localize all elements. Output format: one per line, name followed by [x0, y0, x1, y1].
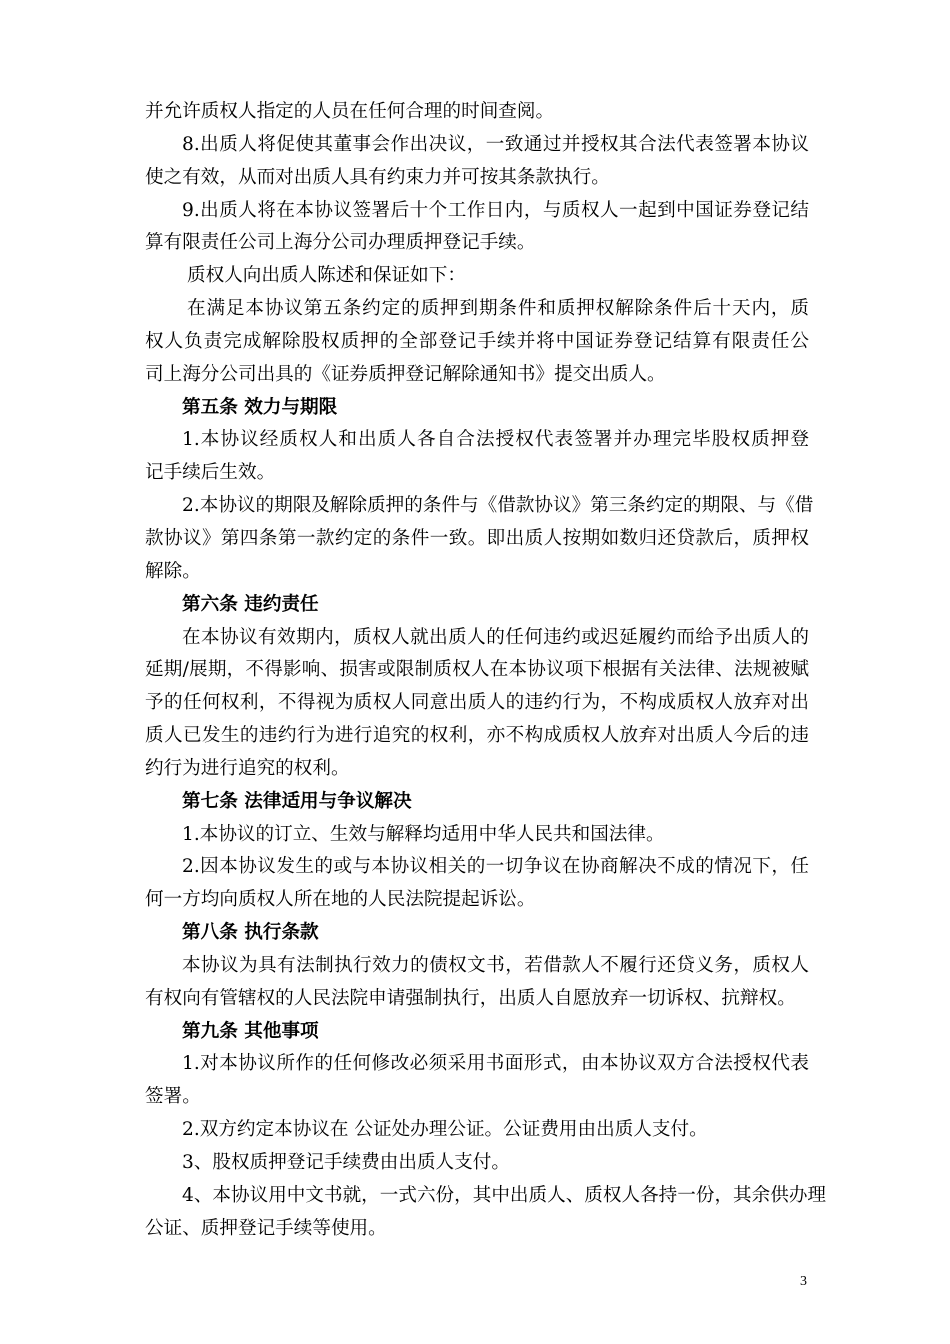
- text-line: 使之有效，从而对出质人具有约束力并可按其条款执行。: [145, 166, 610, 188]
- text-line: 有权向有管辖权的人民法院申请强制执行，出质人自愿放弃一切诉权、抗辩权。: [145, 987, 796, 1009]
- section-heading: [145, 917, 809, 950]
- heading-text: 第八条 执行条款: [182, 922, 319, 944]
- text-line: 约行为进行追究的权利。: [145, 757, 350, 779]
- text-line: 1.本协议的订立、生效与解释均适用中华人民共和国法律。: [182, 823, 665, 845]
- text-line: 在满足本协议第五条约定的质押到期条件和质押权解除条件后十天内，质: [187, 298, 809, 320]
- text-line: 并允许质权人指定的人员在任何合理的时间查阅。: [145, 101, 555, 122]
- text-line: 解除。: [145, 560, 201, 582]
- text-line: 权人负责完成解除股权质押的全部登记手续并将中国证券登记结算有限责任公: [145, 330, 809, 352]
- text-line: 2.本协议的期限及解除质押的条件与《借款协议》第三条约定的期限、与《借: [182, 495, 814, 517]
- paragraph: [145, 1147, 809, 1180]
- paragraph: [145, 293, 809, 392]
- text-line: 在本协议有效期内，质权人就出质人的任何违约或迟延履约而给予出质人的: [182, 626, 809, 648]
- text-line: 何一方均向质权人所在地的人民法院提起诉讼。: [145, 889, 536, 911]
- text-line: 1.对本协议所作的任何修改必须采用书面形式，由本协议双方合法授权代表: [182, 1053, 809, 1075]
- text-line: 2.双方约定本协议在 公证处办理公证。公证费用由出质人支付。: [182, 1119, 708, 1141]
- heading-text: 第六条 违约责任: [182, 593, 319, 615]
- text-line: 3、股权质押登记手续费由出质人支付。: [182, 1152, 510, 1173]
- paragraph: [145, 1114, 809, 1147]
- paragraph: [145, 96, 809, 129]
- paragraph: [145, 622, 809, 786]
- paragraph: [145, 424, 809, 490]
- text-line: 予的任何权利，不得视为质权人同意出质人的违约行为，不构成质权人放弃对出: [145, 692, 809, 714]
- heading-text: 第九条 其他事项: [182, 1020, 319, 1042]
- text-line: 1.本协议经质权人和出质人各自合法授权代表签署并办理完毕股权质押登: [182, 429, 809, 451]
- paragraph: [145, 819, 809, 852]
- document-body: [145, 96, 827, 1246]
- section-heading: [145, 589, 809, 622]
- text-line: 款协议》第四条第一款约定的条件一致。即出质人按期如数归还贷款后，质押权: [145, 527, 809, 549]
- paragraph: [145, 195, 809, 261]
- text-line: 本协议为具有法制执行效力的债权文书，若借款人不履行还贷义务，质权人: [182, 954, 809, 976]
- text-line: 质权人向出质人陈述和保证如下：: [187, 265, 466, 287]
- text-line: 4、本协议用中文书就，一式六份，其中出质人、质权人各持一份，其余供办理: [182, 1184, 827, 1206]
- text-line: 记手续后生效。: [145, 462, 276, 484]
- heading-text: 第五条 效力与期限: [182, 396, 338, 418]
- paragraph: [145, 950, 809, 1016]
- text-line: 8.出质人将促使其董事会作出决议，一致通过并授权其合法代表签署本协议: [182, 133, 809, 155]
- text-line: 2.因本协议发生的或与本协议相关的一切争议在协商解决不成的情况下，任: [182, 856, 809, 878]
- heading-text: 第七条 法律适用与争议解决: [182, 790, 412, 812]
- text-line: 司上海分公司出具的《证券质押登记解除通知书》提交出质人。: [145, 363, 666, 385]
- section-heading: [145, 1016, 809, 1049]
- paragraph: [145, 260, 809, 293]
- paragraph: [145, 1180, 827, 1246]
- text-line: 算有限责任公司上海分公司办理质押登记手续。: [145, 232, 536, 254]
- paragraph: [145, 490, 814, 589]
- section-heading: [145, 392, 809, 425]
- paragraph: [145, 129, 809, 195]
- text-line: 9.出质人将在本协议签署后十个工作日内，与质权人一起到中国证券登记结: [182, 199, 809, 221]
- section-heading: [145, 786, 809, 819]
- text-line: 质人已发生的违约行为进行追究的权利，亦不构成质权人放弃对出质人今后的违: [145, 725, 809, 747]
- page-number: 3: [800, 1274, 807, 1289]
- paragraph: [145, 1048, 809, 1114]
- text-line: 延期/展期，不得影响、损害或限制质权人在本协议项下根据有关法律、法规被赋: [145, 659, 809, 681]
- paragraph: [145, 851, 809, 917]
- text-line: 签署。: [145, 1086, 201, 1108]
- text-line: 公证、质押登记手续等使用。: [145, 1217, 387, 1239]
